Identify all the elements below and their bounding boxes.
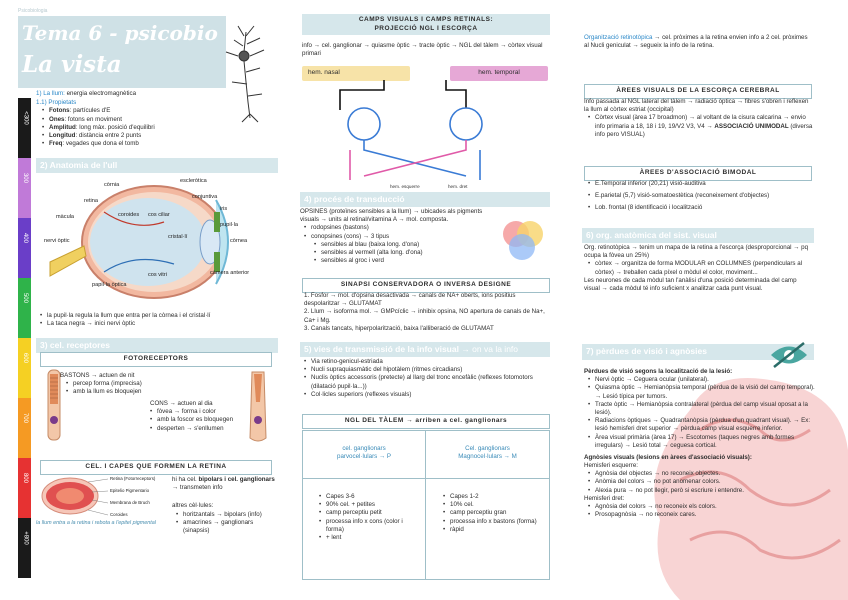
spectrum-band-7: 800: [18, 458, 31, 518]
list-item: • Capes 3-6: [319, 493, 419, 501]
retinotopic-title: Organització retinotòpica: [584, 34, 653, 41]
label-nerve: nervi òptic: [44, 238, 70, 244]
section-6-block: Org. retinotòpica → tenim un mapa de la retina a l'escorça (desproporcional → pq ocupa la fòvea un 25%) • còrtex → organitza de forma MODULAR en COLUMNES (perpendiculars al còrtex) → treballen cada píxel o mòdul el color, moviment... Les neurones de cada mòdul tan l'anàlisi d'una posició determinada del camp visual → cada mòdul té info suficient x analitzar cada punt visual.: [584, 244, 814, 293]
hem-right-label: hem. dret: [448, 184, 468, 189]
list-item: • Agnòsia del objectes → no reconeix objectes.: [588, 470, 818, 478]
list-item: • amb la foscor es bloquegen: [150, 416, 242, 424]
list-item: • còrtex → organitza de forma MODULAR en COLUMNES (perpendiculars al còrtex) → treballen cada píxel o mòdul el color, moviment...: [588, 260, 814, 276]
retina-layers-illustration: [40, 474, 164, 520]
layer-label-2: Epitelio Pigmentario: [110, 488, 150, 493]
layers-header: CEL. I CAPES QUE FORMEN LA RETINA: [40, 460, 272, 475]
list-item: • Agnòsia del colors → no reconeix els colors.: [588, 503, 818, 511]
list-item: • sensibles al vermell (alta long. d'ona): [314, 249, 500, 257]
hem-left-label: hem. esquerre: [390, 184, 420, 189]
right-hemisphere-title: Hemisferi dret:: [584, 494, 625, 502]
list-item: • Prosopagnòsia → no reconeix cares.: [588, 511, 818, 519]
list-item: • amb la llum es bloquejen: [66, 388, 180, 396]
list-item: • Alexia pura → no pot llegir, però si escriure i entendre.: [588, 487, 818, 495]
page-tag: Psicobiologia: [18, 8, 48, 14]
list-item: • Nucli supraquiasmàtic del hipotàlem (ritmes circadians): [304, 366, 550, 374]
label-choroid: coroides: [118, 212, 140, 218]
eye-crossed-icon: [768, 340, 810, 370]
list-item: • E.parietal (5,7) visió-somatoestètica (reconeixement d'objectes): [588, 192, 814, 200]
list-item: • desperten → s'enllumen: [150, 425, 242, 433]
label-iris: iris: [220, 206, 228, 212]
list-item: • E.Temporal inferior (20,21) visió-auditiva: [588, 180, 814, 188]
list-item: • camp perceptiu gran: [443, 509, 543, 517]
label-sclera: escleròtica: [180, 178, 207, 184]
left-hemisphere-title: Hemisferi esquerre:: [584, 462, 638, 470]
retinotopic-block: Organització retinotòpica → cel. pròximes a la retina envien info a 2 cel. pròximes al Nucli geniculat → segueix la info de la retina.: [584, 34, 808, 50]
layer-label-4: Coroides: [110, 512, 128, 517]
pathways-list: [304, 358, 550, 399]
ngl-header: NGL DEL TÀLEM → arriben a cel. ganglionars: [302, 414, 550, 429]
nasal-label: hem. nasal: [302, 66, 410, 81]
bimodal-list: [588, 180, 814, 213]
section-3-header: 3) cel. receptores: [36, 338, 278, 353]
list-item: • processa info x bastons (forma): [443, 518, 543, 526]
spectrum-band-4: 500: [18, 278, 31, 338]
spectrum-band-1: <300: [18, 98, 31, 158]
section-2-header: 2) Anatomia de l'ull: [36, 158, 278, 173]
synapse-list: [304, 292, 550, 333]
section-6-header: 6) org. anatòmica del sist. visual: [582, 228, 814, 243]
spectrum-band-3: 400: [18, 218, 31, 278]
layers-text: hi ha cel. bipolars i cel. ganglionars → transmeten info altres cèl·lules: • horitzantals → bipolars (info) • amacrines → ganglionars (sinapsis): [172, 476, 278, 535]
list-item: • la pupil·la regula la llum que entra per la còrnea i el cristal·lí: [40, 312, 276, 320]
spectrum-band-2: 300: [18, 158, 31, 218]
cones-block: [150, 400, 242, 433]
list-item: • ràpid: [443, 526, 543, 534]
list-item: • rodopsines (bastons): [304, 224, 500, 232]
list-item: • Radiacions òptiques → Quadrantanòpsia (pèrdua d'un quadrant visual). → Ex: lesió hemisferi dret superior → pèrdua camp visual esquerre inferior.: [588, 417, 818, 433]
bimodal-header: ÀREES D'ASSOCIACIÓ BIMODAL: [584, 166, 812, 181]
list-item: • fòvea → forma i color: [150, 408, 242, 416]
rods-block: [60, 372, 180, 397]
list-item: • 10% cel.: [443, 501, 543, 509]
camps-header: CAMPS VISUALS I CAMPS RETINALS: PROJECCIÓ NGL I ESCORÇA: [302, 14, 550, 35]
list-item: • Tracte òptic → Hemianòpsia contralateral (pèrdua del camp visual oposat a la lesió).: [588, 401, 818, 417]
section-4-header: 4) procés de transducció: [300, 192, 550, 207]
list-item: • Anòmia del colors → no pot anomenar colors.: [588, 478, 818, 486]
list-item: • Ones: fotons en moviment: [42, 116, 226, 124]
opsines-text: OPSINES (proteïnes sensibles a la llum) → ubicades als pigments visuals → units al retinal/vitamina A → mol. composta.: [300, 208, 483, 224]
list-item: • percep forma (imprecisa): [66, 380, 180, 388]
areas-block: [584, 98, 814, 139]
list-item: • Nuclis òptics accessoris (pretecte) al llarg del tronc encefàlic (reflexes fotomotors (dilatació pupil·la...)): [304, 374, 550, 390]
list-item: • conopsines (cons) → 3 tipus: [304, 233, 500, 241]
areas-header: ÀREES VISUALS DE LA ESCORÇA CEREBRAL: [584, 84, 812, 99]
list-item: • amacrines → ganglionars (sinapsis): [176, 519, 278, 535]
vision-loss-block: [584, 368, 818, 519]
list-item: 1. Fosfor → mol. d'opsina desactivada → canals de NA+ oberts, ions positius despolaritzar → GLUTAMAT: [304, 292, 516, 308]
layer-label-1: Retina (Fotorreceptors): [110, 476, 156, 481]
list-item: 3. Canals tancats, hiperpolarització, baixa l'alliberació de GLUTAMAT: [304, 324, 494, 332]
cones-title: CONS → actuen al dia: [150, 400, 213, 407]
list-item: • Via retino-genicul-estriada: [304, 358, 550, 366]
list-item: • Amplitud: long màx. posició d'equilibri: [42, 124, 226, 132]
label-cornea2: còrnea: [230, 238, 248, 244]
rods-title: BASTONS → actuen de nit: [60, 372, 135, 379]
areas-text: Info passada al NGL lateral del tàlem → radiació òptica → fibres s'obren i reflexen la llum al còrtex estriat (occipital): [584, 98, 809, 114]
parvo-list: [319, 493, 419, 542]
section-light: [36, 90, 226, 148]
list-item: • horitzantals → bipolars (info): [176, 511, 278, 519]
visual-pathway-diagram: [320, 80, 540, 192]
label-retina: retina: [84, 198, 98, 204]
layers-caption: la llum entra a la retina i rebota a l'epitel pigmental: [36, 520, 156, 526]
spectrum-band-5: 600: [18, 338, 31, 398]
list-item: • + lent: [319, 534, 419, 542]
magno-header: Cel. ganglionars Magnocel·lulars → M: [426, 431, 549, 479]
list-item: • Longitud: distància entre 2 punts: [42, 132, 226, 140]
list-item: • Fotons: partícules d'E: [42, 107, 226, 115]
ngl-table: [302, 430, 550, 580]
section-1-title-rest: energia electromagnètica: [64, 90, 137, 97]
magno-list: [443, 493, 543, 534]
section-5-header: 5) vies de transmissió de la info visual → on va la info: [300, 342, 550, 357]
list-item: 2. Llum → isoforma mol. → GMPcíclic → inhibix opsina, NO apertura de canals de Na+, Ca+ i Mg.: [304, 308, 545, 324]
parvo-header: cel. ganglionars parvocel·lulars → P: [303, 431, 426, 479]
agnosia-title: Agnòsies visuals (lesions en àrees d'associació visuals):: [584, 453, 752, 461]
page-subtitle: La vista: [22, 51, 122, 78]
page-title: Tema 6 - psicobio: [22, 21, 218, 45]
spectrum-bar: [18, 98, 31, 578]
vision-loss-title: Pèrdues de visió segons la localització de la lesió:: [584, 368, 733, 375]
list-item: • sensibles al groc i verd: [314, 257, 500, 265]
spectrum-band-8: +800: [18, 518, 31, 578]
color-circles-illustration: [498, 216, 548, 266]
list-item: • Àrea visual primària (àrea 17) → Escotomes (taques negres amb formes irregulars) → Lesió total → ceguesa cortical.: [588, 434, 818, 450]
label-lens: cristal·lí: [168, 234, 188, 240]
layer-label-3: Membrana de Bruch: [110, 500, 150, 505]
section-7-header: 7) pèrdues de visió i agnòsies: [582, 344, 814, 360]
list-item: • Capes 1-2: [443, 493, 543, 501]
synapse-header: SINAPSI CONSERVADORA O INVERSA DESIGNE: [302, 278, 550, 293]
list-item: • Quiasma òptic → Hemianòpsia temporal (pèrdua de la visió del camp temporal). → Lesió típica per tumors.: [588, 384, 818, 400]
properties-list: [42, 107, 226, 148]
section-1-title: 1) La llum:: [36, 90, 65, 97]
list-item: • camp perceptiu petit: [319, 509, 419, 517]
label-conj: conjuntiva: [192, 194, 218, 200]
label-pupil: pupil·la: [220, 222, 239, 228]
list-item: • Còrtex visual (àrea 17 broadmon) → al voltant de la cisura calcarina → envio info primaria a 18, 18 i 19, 19/V2 V3, V4 → ASSOCIACIÓ UNIMODAL (diversa info pero VISUAL): [588, 114, 814, 139]
eye-diagram: [44, 172, 268, 312]
list-item: • sensibles al blau (baixa long. d'ona): [314, 241, 500, 249]
transduction-block: [300, 208, 500, 265]
other-cells-title: altres cèl·lules:: [172, 502, 214, 510]
spectrum-band-6: 700: [18, 398, 31, 458]
list-item: • La taca negra → inici nervi òptic: [40, 320, 276, 328]
path-text: info → cel. ganglionar → quiasme òptic → tracte òptic → NGL del tàlem → còrtex visual primari: [302, 42, 543, 58]
list-item: • Nervi òptic → Ceguera ocular (unilateral).: [588, 376, 818, 384]
list-item: • processa info x cons (color i forma): [319, 518, 419, 534]
temporal-label: hem. temporal: [450, 66, 548, 81]
label-vitreous: cos vitri: [148, 272, 167, 278]
list-item: • 90% cel. + petites: [319, 501, 419, 509]
cone-illustration: [244, 368, 272, 448]
label-macula: màcula: [56, 214, 75, 220]
section-1-1-title: 1.1) Propietats: [36, 99, 77, 107]
list-item: • Freq: vegades que dona el tomb: [42, 140, 226, 148]
eye-notes: [40, 312, 276, 328]
label-ciliary: cos ciliar: [148, 212, 170, 218]
label-corneal: còrnia: [104, 182, 120, 188]
list-item: • Col·licles superiors (reflexes visuals): [304, 391, 550, 399]
list-item: • Lob. frontal (8 identificació i localització: [588, 204, 814, 212]
label-ant: càmera anterior: [210, 270, 250, 276]
photoreceptors-header: FOTORECEPTORS: [40, 352, 272, 367]
label-papilla: papil·la òptica: [92, 282, 127, 288]
